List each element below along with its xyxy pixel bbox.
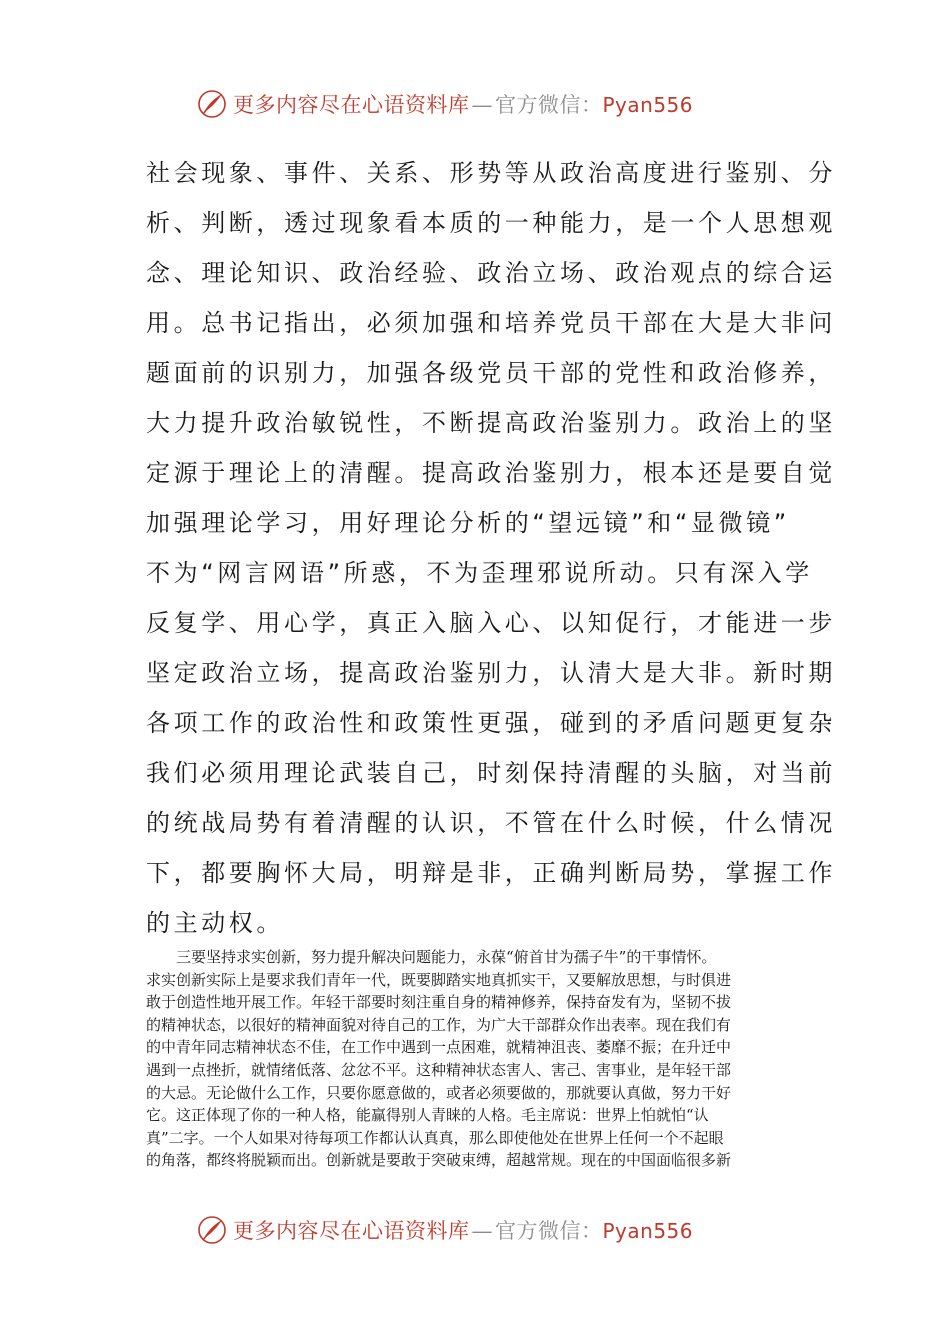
footer-watermark-banner (0, 1210, 950, 1250)
quill-logo-icon (197, 1215, 227, 1245)
paragraph-line: 析、判断，透过现象看本质的一种能力，是一个人思想观 (146, 209, 836, 237)
paragraph-line: 求实创新实际上是要求我们青年一代，既要脚踏实地真抓实干，又要解放思想，与时俱进 (146, 970, 732, 989)
paragraph-line: 真”二字。一个人如果对待每项工作都认认真真，那么即使他处在世界上任何一个不起眼 (146, 1128, 724, 1147)
paragraph-line: 的角落，都终将脱颖而出。创新就是要敢于突破束缚，超越常规。现在的中国面临很多新 (146, 1151, 732, 1170)
paragraph-line: 的精神状态，以很好的精神面貌对待自己的工作，为广大干部群众作出表率。现在我们有 (146, 1015, 732, 1034)
paragraph-line: 下，都要胸怀大局，明辩是非，正确判断局势，掌握工作 (146, 859, 836, 887)
paragraph-line: 的中青年同志精神状态不佳，在工作中遇到一点困难，就精神沮丧、萎靡不振；在升迁中 (146, 1038, 732, 1057)
header-watermark-banner (0, 84, 950, 124)
paragraph-line: 的统战局势有着清醒的认识，不管在什么时候，什么情况 (146, 809, 836, 837)
banner-wechat-id: Pyan556 (602, 93, 693, 117)
paragraph-line: 题面前的识别力，加强各级党员干部的党性和政治修养， (146, 359, 836, 387)
banner-main-text: 更多内容尽在心语资料库 (232, 1219, 470, 1243)
paragraph-line: 我们必须用理论武装自己，时刻保持清醒的头脑，对当前 (146, 759, 836, 787)
paragraph-line: 社会现象、事件、关系、形势等从政治高度进行鉴别、分 (146, 159, 836, 187)
banner-wechat-id: Pyan556 (602, 1219, 693, 1243)
paragraph-line: 三要坚持求实创新，努力提升解决问题能力，永葆“俯首甘为孺子牛”的干事情怀。 (176, 948, 717, 966)
paragraph-line: 的主动权。 (146, 909, 284, 937)
paragraph-line: 不为“网言网语”所惑，不为歪理邪说所动。只有深入学 (146, 559, 813, 587)
quill-logo-icon (197, 89, 227, 119)
banner-wechat-label: 官方微信： (494, 93, 603, 117)
small-text-paragraph (146, 946, 816, 1172)
paragraph-line: 反复学、用心学，真正入脑入心、以知促行，才能进一步 (146, 609, 836, 637)
paragraph-line: 用。总书记指出，必须加强和培养党员干部在大是大非问 (146, 309, 836, 337)
paragraph-line: 的大忌。无论做什么工作，只要你愿意做的，或者必须要做的，那就要认真做，努力干好 (146, 1083, 732, 1102)
paragraph-line: 它。这正体现了你的一种人格，能赢得别人青睐的人格。毛主席说：世界上怕就怕“认 (146, 1106, 709, 1125)
paragraph-line: 定源于理论上的清醒。提高政治鉴别力，根本还是要自觉 (146, 459, 836, 487)
large-text-paragraph (146, 148, 836, 948)
paragraph-line: 各项工作的政治性和政策性更强，碰到的矛盾问题更复杂 (146, 709, 836, 737)
paragraph-line: 坚定政治立场，提高政治鉴别力，认清大是大非。新时期 (146, 659, 836, 687)
paragraph-line: 念、理论知识、政治经验、政治立场、政治观点的综合运 (146, 259, 836, 287)
banner-main-text: 更多内容尽在心语资料库 (232, 93, 470, 117)
banner-dash: — (471, 93, 493, 117)
banner-wechat-label: 官方微信： (494, 1219, 603, 1243)
paragraph-line: 大力提升政治敏锐性，不断提高政治鉴别力。政治上的坚 (146, 409, 836, 437)
paragraph-line: 遇到一点挫折，就情绪低落、忿忿不平。这种精神状态害人、害己、害事业，是年轻干部 (146, 1060, 732, 1079)
banner-text (233, 89, 693, 119)
banner-text (233, 1215, 693, 1245)
paragraph-line: 加强理论学习，用好理论分析的“望远镜”和“显微镜” (146, 509, 790, 537)
banner-dash: — (471, 1219, 493, 1243)
paragraph-line: 敢于创造性地开展工作。年轻干部要时刻注重自身的精神修养，保持奋发有为，坚韧不拔 (146, 993, 732, 1012)
